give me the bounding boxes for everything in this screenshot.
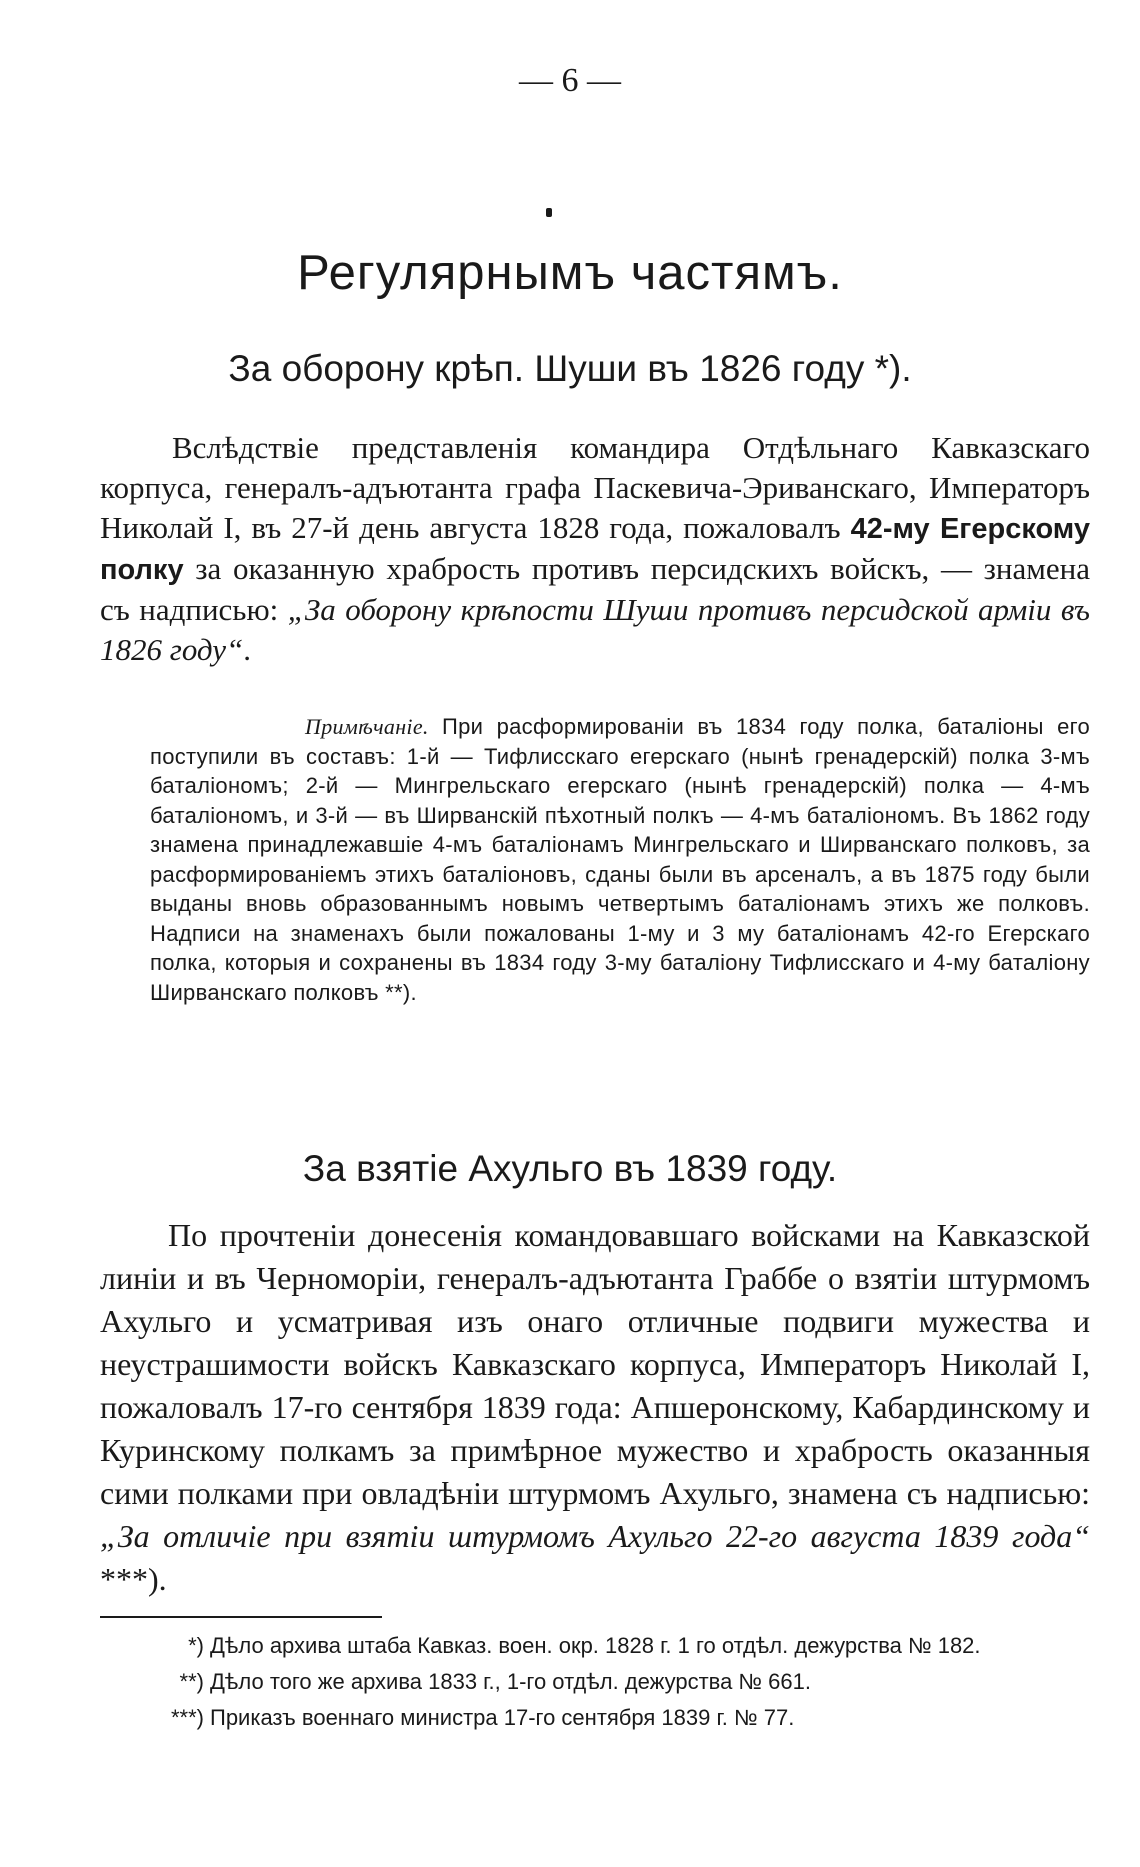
- footnote-mark: **): [179, 1669, 204, 1694]
- paragraph-text: По прочтеніи донесенія командовавшаго войсками на Кавказской линіи и въ Черноморіи, генералъ-адъютанта Граббе о взятіи штурмомъ Ахульго и усматривая изъ онаго отличные подвиги мужества и неустрашимости войскъ Кавказскаго корпуса, Императоръ Николай I, пожаловалъ 17-го сентября 1839 года: Апшеронскому, Кабардинскому и Куринскому полкамъ за примѣрное мужество и храбрость оказанныя сими полками при овладѣніи штурмомъ Ахульго, знамена съ надписью:: [100, 1217, 1090, 1511]
- section-heading-shusha: За оборону крѣп. Шуши въ 1826 году *).: [228, 348, 912, 389]
- paragraph-shusha: [100, 428, 1090, 670]
- footnote-mark: *): [188, 1633, 204, 1658]
- page-number: — 6 —: [519, 62, 621, 99]
- footnotes: [150, 1628, 1090, 1736]
- footnote: [150, 1628, 1090, 1664]
- paragraph-akhulgo: [100, 1214, 1090, 1601]
- paragraph-text: ***).: [100, 1561, 167, 1597]
- note-text: При расформированіи въ 1834 году полка, баталіоны его поступили въ составъ: 1-й — Тифлисскаго егерскаго (нынѣ гренадерскій) полка 3-мъ баталіономъ; 2-й — Мингрельскаго егерскаго (нынѣ гренадерскій) полка — 4-мъ баталіономъ, и 3-й — въ Ширванскій пѣхотный полкъ — 4-мъ баталіономъ. Въ 1862 году знамена принадлежавшіе 4-мъ баталіонамъ Мингрельскаго и Ширванскаго полковъ, за расформированіемъ этихъ баталіоновъ, сданы были въ арсеналъ, а въ 1875 году были выданы вновь образованнымъ новымъ четвертымъ баталіонамъ этихъ же полковъ. Надписи на знаменахъ были пожалованы 1-му и 3 му баталіонамъ 42-го Егерскаго полка, которыя и сохранены въ 1834 году 3-му баталіону Тифлисскаго и 4-му баталіону Ширванскаго полковъ **).: [150, 714, 1090, 1005]
- footnote-text: Дѣло архива штаба Кавказ. воен. окр. 1828 г. 1 го отдѣл. дежурства № 182.: [210, 1633, 981, 1658]
- page-title: Регулярнымъ частямъ.: [297, 246, 843, 300]
- footnote-mark: ***): [170, 1705, 204, 1730]
- footnote: [150, 1664, 1090, 1700]
- footnote-divider: [100, 1616, 382, 1618]
- footnote-text: Дѣло того же архива 1833 г., 1-го отдѣл. дежурства № 661.: [210, 1669, 811, 1694]
- note-paragraph: [150, 712, 1090, 1007]
- footnote-text: Приказъ военнаго министра 17-го сентября 1839 г. № 77.: [210, 1705, 795, 1730]
- section-heading-akhulgo: За взятіе Ахульго въ 1839 году.: [302, 1148, 838, 1189]
- footnote: [150, 1700, 1090, 1736]
- banner-inscription: „За отличіе при взятіи штурмомъ Ахульго 22-го августа 1839 года“: [100, 1518, 1090, 1554]
- banner-inscription: „За оборону крѣпости Шуши противъ персидской арміи въ 1826 году“: [100, 592, 1090, 667]
- regiment-name-bold: 42-му Егерскому полку: [100, 513, 1090, 586]
- note-label: Примѣчаніе.: [305, 714, 429, 739]
- paragraph-text: за оказанную храбрость противъ персидскихъ войскъ, — знамена съ надписью:: [100, 551, 1090, 627]
- paragraph-text: Вслѣдствіе представленія командира Отдѣльнаго Кавказскаго корпуса, генералъ-адъютанта графа Паскевича-Эриванскаго, Императоръ Николай I, въ 27-й день августа 1828 года, пожаловалъ: [100, 430, 1090, 545]
- paragraph-text: .: [243, 632, 251, 667]
- ink-speck: [546, 208, 552, 217]
